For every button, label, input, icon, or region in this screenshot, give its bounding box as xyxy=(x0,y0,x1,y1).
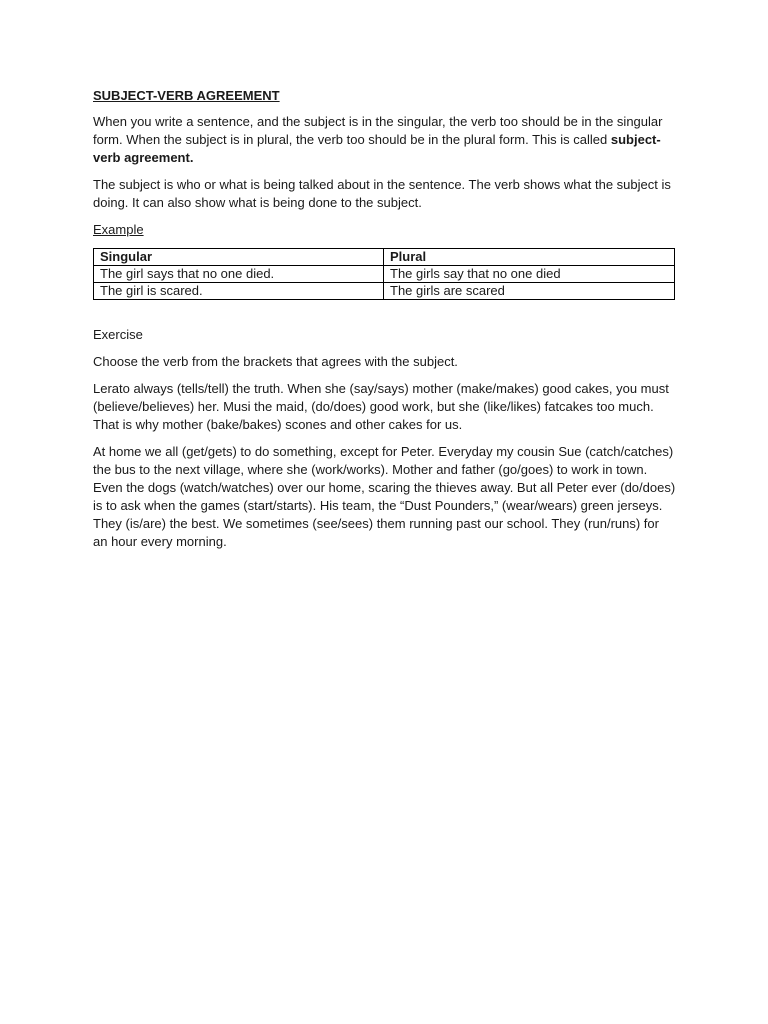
example-table xyxy=(93,248,675,300)
exercise-paragraph-2: At home we all (get/gets) to do something, except for Peter. Everyday my cousin Sue (catch/catches) the bus to the next village, where she (work/works). Mother and father (go/goes) to work in town. Even the dogs (watch/watches) over our home, scaring the thieves away. But all Peter ever (do/does) is to ask when the games (start/starts). His team, the “Dust Pounders,” (wear/wears) green jerseys. They (is/are) the best. We sometimes (see/sees) them running past our school. They (run/runs) for an hour every morning. xyxy=(93,444,676,549)
table-cell-singular: The girl is scared. xyxy=(94,283,384,300)
intro-paragraph xyxy=(93,113,677,167)
table-cell-plural: The girls are scared xyxy=(384,283,675,300)
exercise-paragraph-1: Lerato always (tells/tell) the truth. When she (say/says) mother (make/makes) good cakes, you must (believe/believes) her. Musi the maid, (do/does) good work, but she (like/likes) fatcakes too much. That is why mother (bake/bakes) scones and other cakes for us. xyxy=(93,381,669,432)
definition-paragraph: The subject is who or what is being talked about in the sentence. The verb shows what the subject is doing. It can also show what is being done to the subject. xyxy=(93,177,671,210)
document-page xyxy=(93,87,677,560)
table-header-row xyxy=(94,249,675,266)
exercise-instruction: Choose the verb from the brackets that agrees with the subject. xyxy=(93,354,458,369)
table-cell-singular: The girl says that no one died. xyxy=(94,266,384,283)
table-header-plural: Plural xyxy=(384,249,675,266)
table-row xyxy=(94,283,675,300)
example-label: Example xyxy=(93,222,144,237)
document-title: SUBJECT-VERB AGREEMENT xyxy=(93,88,280,103)
table-cell-plural: The girls say that no one died xyxy=(384,266,675,283)
table-header-singular: Singular xyxy=(94,249,384,266)
intro-bold-term: subject-verb agreement. xyxy=(93,132,661,165)
table-row xyxy=(94,266,675,283)
section-spacer xyxy=(93,300,677,326)
intro-text: When you write a sentence, and the subject is in the singular, the verb too should be in the singular form. When the subject is in plural, the verb too should be in the plural form. This is called xyxy=(93,114,663,147)
exercise-label: Exercise xyxy=(93,327,143,342)
